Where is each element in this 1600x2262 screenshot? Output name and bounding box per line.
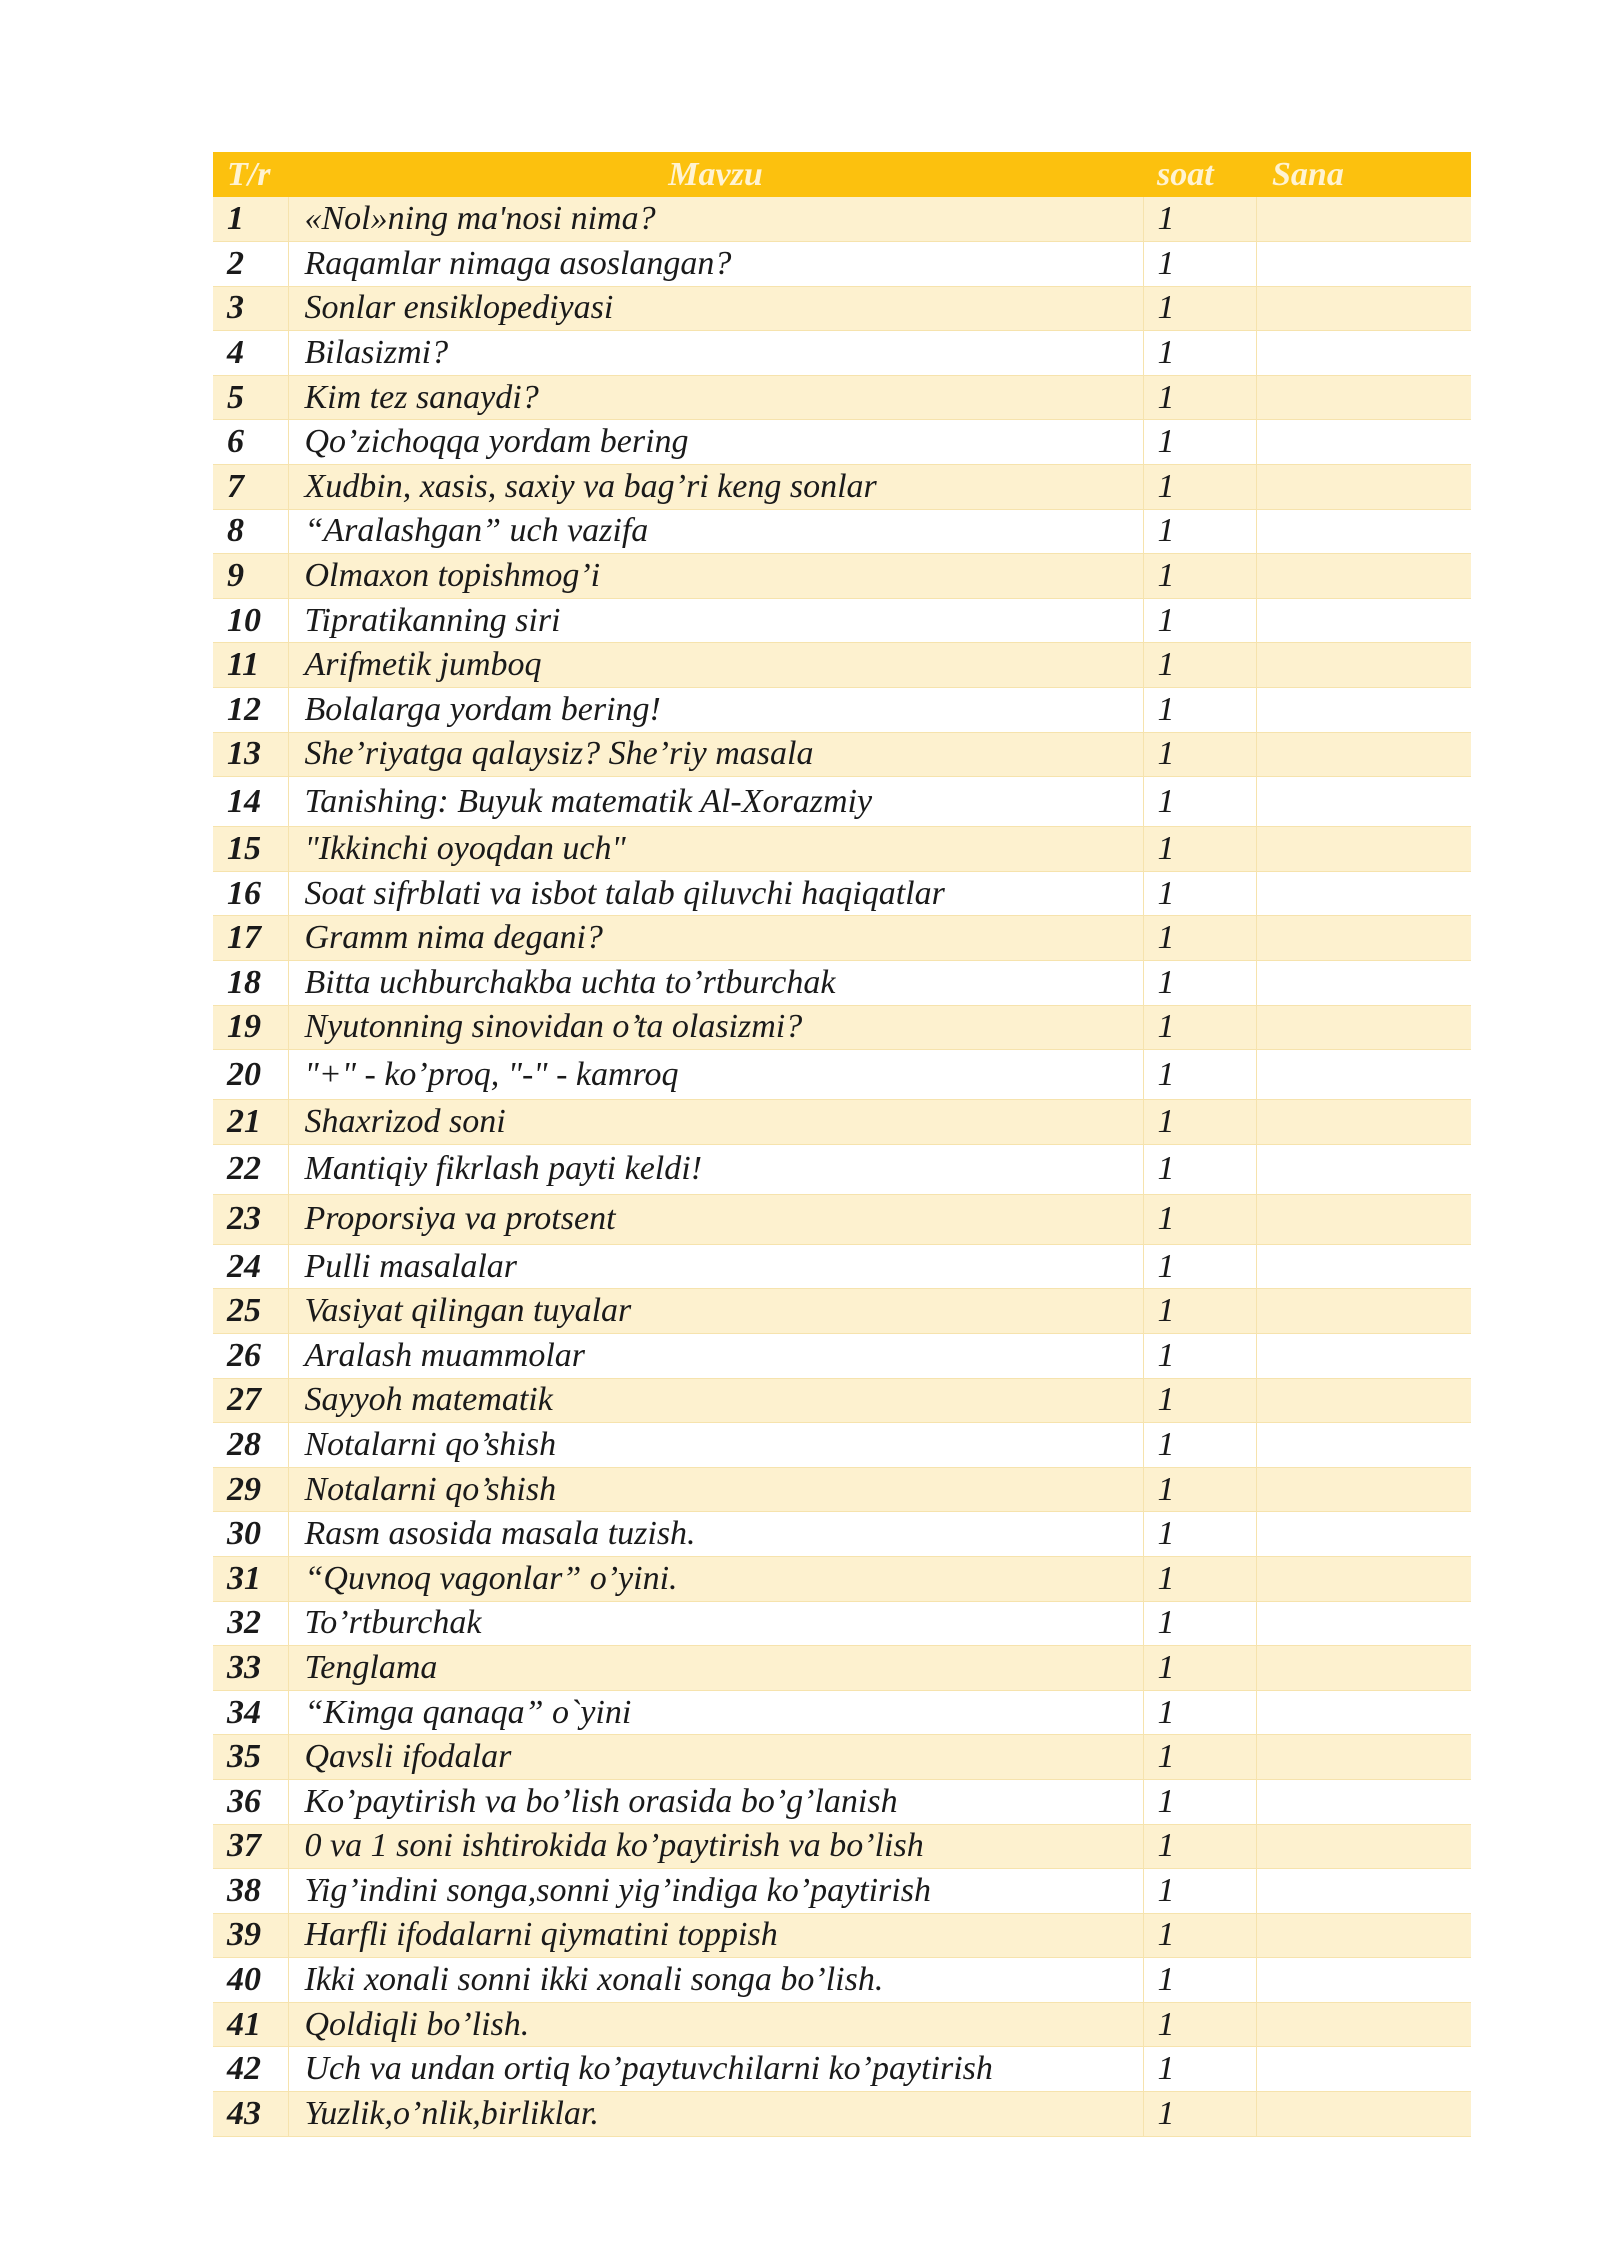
row-number: 13 [213, 732, 288, 777]
row-hours: 1 [1143, 286, 1256, 331]
row-date [1256, 1869, 1471, 1914]
table-row [213, 1144, 1471, 1194]
row-date [1256, 1512, 1471, 1557]
row-topic: "+" - ko’proq, "-" - kamroq [288, 1050, 1143, 1100]
row-date [1256, 1050, 1471, 1100]
row-hours: 1 [1143, 554, 1256, 599]
row-hours: 1 [1143, 2002, 1256, 2047]
row-number: 19 [213, 1005, 288, 1050]
header-number: T/r [227, 155, 271, 193]
lesson-plan-table [213, 152, 1471, 2137]
row-number: 33 [213, 1646, 288, 1691]
row-number: 35 [213, 1735, 288, 1780]
row-topic: Harfli ifodalarni qiymatini toppish [288, 1913, 1143, 1958]
row-date [1256, 465, 1471, 510]
row-date [1256, 1100, 1471, 1145]
row-date [1256, 871, 1471, 916]
row-hours: 1 [1143, 871, 1256, 916]
row-topic: Kim tez sanaydi? [288, 375, 1143, 420]
row-number: 5 [213, 375, 288, 420]
row-topic: Qavsli ifodalar [288, 1735, 1143, 1780]
row-number: 18 [213, 961, 288, 1006]
row-hours: 1 [1143, 1958, 1256, 2003]
row-topic: Aralash muammolar [288, 1333, 1143, 1378]
row-hours: 1 [1143, 1050, 1256, 1100]
row-topic: Notalarni qo’shish [288, 1467, 1143, 1512]
row-date [1256, 961, 1471, 1006]
row-topic: Proporsiya va protsent [288, 1194, 1143, 1244]
row-date [1256, 1423, 1471, 1468]
row-hours: 1 [1143, 1779, 1256, 1824]
row-number: 39 [213, 1913, 288, 1958]
row-number: 29 [213, 1467, 288, 1512]
table-header-row [213, 152, 1471, 197]
row-hours: 1 [1143, 643, 1256, 688]
row-hours: 1 [1143, 465, 1256, 510]
row-number: 30 [213, 1512, 288, 1557]
row-topic: Sonlar ensiklopediyasi [288, 286, 1143, 331]
table-row [213, 554, 1471, 599]
header-hours: soat [1157, 155, 1214, 193]
table-row [213, 1244, 1471, 1289]
row-number: 27 [213, 1378, 288, 1423]
row-number: 28 [213, 1423, 288, 1468]
table-row [213, 1194, 1471, 1244]
row-number: 41 [213, 2002, 288, 2047]
row-topic: Notalarni qo’shish [288, 1423, 1143, 1468]
row-hours: 1 [1143, 1005, 1256, 1050]
row-hours: 1 [1143, 1378, 1256, 1423]
table-row [213, 1289, 1471, 1334]
row-hours: 1 [1143, 1646, 1256, 1691]
row-hours: 1 [1143, 1913, 1256, 1958]
row-topic: Vasiyat qilingan tuyalar [288, 1289, 1143, 1334]
table-row [213, 375, 1471, 420]
row-number: 36 [213, 1779, 288, 1824]
row-topic: Xudbin, xasis, saxiy va bag’ri keng sonlar [288, 465, 1143, 510]
row-topic: Bitta uchburchakba uchta to’rtburchak [288, 961, 1143, 1006]
table-row [213, 1779, 1471, 1824]
row-date [1256, 1601, 1471, 1646]
row-topic: Qoldiqli bo’lish. [288, 2002, 1143, 2047]
row-hours: 1 [1143, 1244, 1256, 1289]
row-date [1256, 1378, 1471, 1423]
row-number: 42 [213, 2047, 288, 2092]
row-hours: 1 [1143, 827, 1256, 872]
table-row [213, 197, 1471, 242]
row-topic: Rasm asosida masala tuzish. [288, 1512, 1143, 1557]
row-number: 43 [213, 2092, 288, 2137]
row-number: 21 [213, 1100, 288, 1145]
row-number: 12 [213, 688, 288, 733]
row-date [1256, 1005, 1471, 1050]
row-topic: Shaxrizod soni [288, 1100, 1143, 1145]
row-date [1256, 554, 1471, 599]
row-date [1256, 1556, 1471, 1601]
table-row [213, 1423, 1471, 1468]
row-topic: She’riyatga qalaysiz? She’riy masala [288, 732, 1143, 777]
table-row [213, 643, 1471, 688]
table-row [213, 509, 1471, 554]
row-hours: 1 [1143, 1144, 1256, 1194]
row-number: 26 [213, 1333, 288, 1378]
table-row [213, 242, 1471, 287]
row-number: 34 [213, 1690, 288, 1735]
table-row [213, 961, 1471, 1006]
table-row [213, 916, 1471, 961]
row-date [1256, 1646, 1471, 1691]
row-topic: “Quvnoq vagonlar” o’yini. [288, 1556, 1143, 1601]
row-number: 20 [213, 1050, 288, 1100]
row-topic: “Kimga qanaqa” o`yini [288, 1690, 1143, 1735]
row-topic: Arifmetik jumboq [288, 643, 1143, 688]
table-row [213, 286, 1471, 331]
row-hours: 1 [1143, 1289, 1256, 1334]
row-hours: 1 [1143, 420, 1256, 465]
row-date [1256, 1958, 1471, 2003]
row-date [1256, 643, 1471, 688]
row-hours: 1 [1143, 1690, 1256, 1735]
row-topic: Tenglama [288, 1646, 1143, 1691]
row-number: 14 [213, 777, 288, 827]
row-date [1256, 598, 1471, 643]
row-date [1256, 916, 1471, 961]
row-date [1256, 1467, 1471, 1512]
row-number: 11 [213, 643, 288, 688]
row-date [1256, 2002, 1471, 2047]
row-topic: Raqamlar nimaga asoslangan? [288, 242, 1143, 287]
row-date [1256, 732, 1471, 777]
row-number: 37 [213, 1824, 288, 1869]
header-date: Sana [1272, 155, 1344, 193]
row-hours: 1 [1143, 598, 1256, 643]
row-hours: 1 [1143, 1869, 1256, 1914]
row-hours: 1 [1143, 1824, 1256, 1869]
row-date [1256, 1824, 1471, 1869]
row-hours: 1 [1143, 916, 1256, 961]
row-topic: Mantiqiy fikrlash payti keldi! [288, 1144, 1143, 1194]
row-date [1256, 331, 1471, 376]
row-number: 31 [213, 1556, 288, 1601]
row-topic: Tanishing: Buyuk matematik Al-Xorazmiy [288, 777, 1143, 827]
row-number: 22 [213, 1144, 288, 1194]
row-date [1256, 2092, 1471, 2137]
row-number: 32 [213, 1601, 288, 1646]
table-row [213, 420, 1471, 465]
row-number: 24 [213, 1244, 288, 1289]
table-row [213, 777, 1471, 827]
table-row [213, 2002, 1471, 2047]
row-hours: 1 [1143, 688, 1256, 733]
table-row [213, 1824, 1471, 1869]
row-topic: Bolalarga yordam bering! [288, 688, 1143, 733]
row-topic: Ikki xonali sonni ikki xonali songa bo’lish. [288, 1958, 1143, 2003]
row-number: 4 [213, 331, 288, 376]
row-hours: 1 [1143, 197, 1256, 242]
row-topic: Uch va undan ortiq ko’paytuvchilarni ko’paytirish [288, 2047, 1143, 2092]
row-hours: 1 [1143, 1512, 1256, 1557]
row-number: 15 [213, 827, 288, 872]
row-topic: Bilasizmi? [288, 331, 1143, 376]
table-row [213, 827, 1471, 872]
row-date [1256, 375, 1471, 420]
row-number: 8 [213, 509, 288, 554]
row-hours: 1 [1143, 732, 1256, 777]
row-topic: Ko’paytirish va bo’lish orasida bo’g’lanish [288, 1779, 1143, 1824]
row-date [1256, 1289, 1471, 1334]
row-number: 9 [213, 554, 288, 599]
row-topic: «Nol»ning ma'nosi nima? [288, 197, 1143, 242]
row-number: 40 [213, 1958, 288, 2003]
row-number: 10 [213, 598, 288, 643]
row-date [1256, 197, 1471, 242]
row-hours: 1 [1143, 375, 1256, 420]
table-row [213, 1913, 1471, 1958]
row-number: 23 [213, 1194, 288, 1244]
row-topic: Pulli masalalar [288, 1244, 1143, 1289]
row-date [1256, 420, 1471, 465]
table-row [213, 2092, 1471, 2137]
row-date [1256, 1690, 1471, 1735]
row-hours: 1 [1143, 331, 1256, 376]
row-number: 38 [213, 1869, 288, 1914]
row-topic: Tipratikanning siri [288, 598, 1143, 643]
row-number: 1 [213, 197, 288, 242]
table-row [213, 1646, 1471, 1691]
row-hours: 1 [1143, 1467, 1256, 1512]
row-hours: 1 [1143, 1735, 1256, 1780]
row-topic: Nyutonning sinovidan o’ta olasizmi? [288, 1005, 1143, 1050]
row-date [1256, 827, 1471, 872]
header-topic: Mavzu [668, 155, 763, 193]
row-hours: 1 [1143, 1333, 1256, 1378]
row-topic: Soat sifrblati va isbot talab qiluvchi haqiqatlar [288, 871, 1143, 916]
row-date [1256, 1144, 1471, 1194]
row-number: 6 [213, 420, 288, 465]
row-topic: 0 va 1 soni ishtirokida ko’paytirish va bo’lish [288, 1824, 1143, 1869]
row-hours: 1 [1143, 509, 1256, 554]
table-row [213, 331, 1471, 376]
row-topic: Yig’indini songa,sonni yig’indiga ko’paytirish [288, 1869, 1143, 1914]
row-hours: 1 [1143, 961, 1256, 1006]
table-row [213, 1050, 1471, 1100]
row-date [1256, 1194, 1471, 1244]
table-row [213, 1005, 1471, 1050]
row-date [1256, 688, 1471, 733]
table-row [213, 2047, 1471, 2092]
table-row [213, 732, 1471, 777]
row-topic: Yuzlik,o’nlik,birliklar. [288, 2092, 1143, 2137]
table-row [213, 871, 1471, 916]
row-topic: Gramm nima degani? [288, 916, 1143, 961]
table-row [213, 688, 1471, 733]
row-date [1256, 242, 1471, 287]
row-hours: 1 [1143, 1423, 1256, 1468]
table-row [213, 1690, 1471, 1735]
row-date [1256, 1779, 1471, 1824]
row-topic: To’rtburchak [288, 1601, 1143, 1646]
table-row [213, 1378, 1471, 1423]
table-row [213, 465, 1471, 510]
table-row [213, 1958, 1471, 2003]
table-row [213, 1735, 1471, 1780]
row-hours: 1 [1143, 777, 1256, 827]
row-number: 16 [213, 871, 288, 916]
row-number: 7 [213, 465, 288, 510]
table-body [213, 197, 1471, 2136]
table-row [213, 1556, 1471, 1601]
table-row [213, 1333, 1471, 1378]
row-topic: Olmaxon topishmog’i [288, 554, 1143, 599]
table-row [213, 1601, 1471, 1646]
row-number: 2 [213, 242, 288, 287]
row-date [1256, 286, 1471, 331]
row-hours: 1 [1143, 1556, 1256, 1601]
row-topic: Sayyoh matematik [288, 1378, 1143, 1423]
table-row [213, 1869, 1471, 1914]
row-hours: 1 [1143, 1601, 1256, 1646]
table-row [213, 598, 1471, 643]
row-date [1256, 509, 1471, 554]
row-hours: 1 [1143, 2047, 1256, 2092]
row-topic: “Aralashgan” uch vazifa [288, 509, 1143, 554]
row-hours: 1 [1143, 2092, 1256, 2137]
table-row [213, 1467, 1471, 1512]
row-topic: "Ikkinchi oyoqdan uch" [288, 827, 1143, 872]
row-hours: 1 [1143, 1100, 1256, 1145]
row-date [1256, 777, 1471, 827]
row-date [1256, 1333, 1471, 1378]
table-row [213, 1100, 1471, 1145]
row-number: 17 [213, 916, 288, 961]
row-date [1256, 1913, 1471, 1958]
row-hours: 1 [1143, 242, 1256, 287]
table-row [213, 1512, 1471, 1557]
row-date [1256, 1735, 1471, 1780]
row-topic: Qo’zichoqqa yordam bering [288, 420, 1143, 465]
row-number: 25 [213, 1289, 288, 1334]
row-date [1256, 1244, 1471, 1289]
row-number: 3 [213, 286, 288, 331]
row-date [1256, 2047, 1471, 2092]
row-hours: 1 [1143, 1194, 1256, 1244]
